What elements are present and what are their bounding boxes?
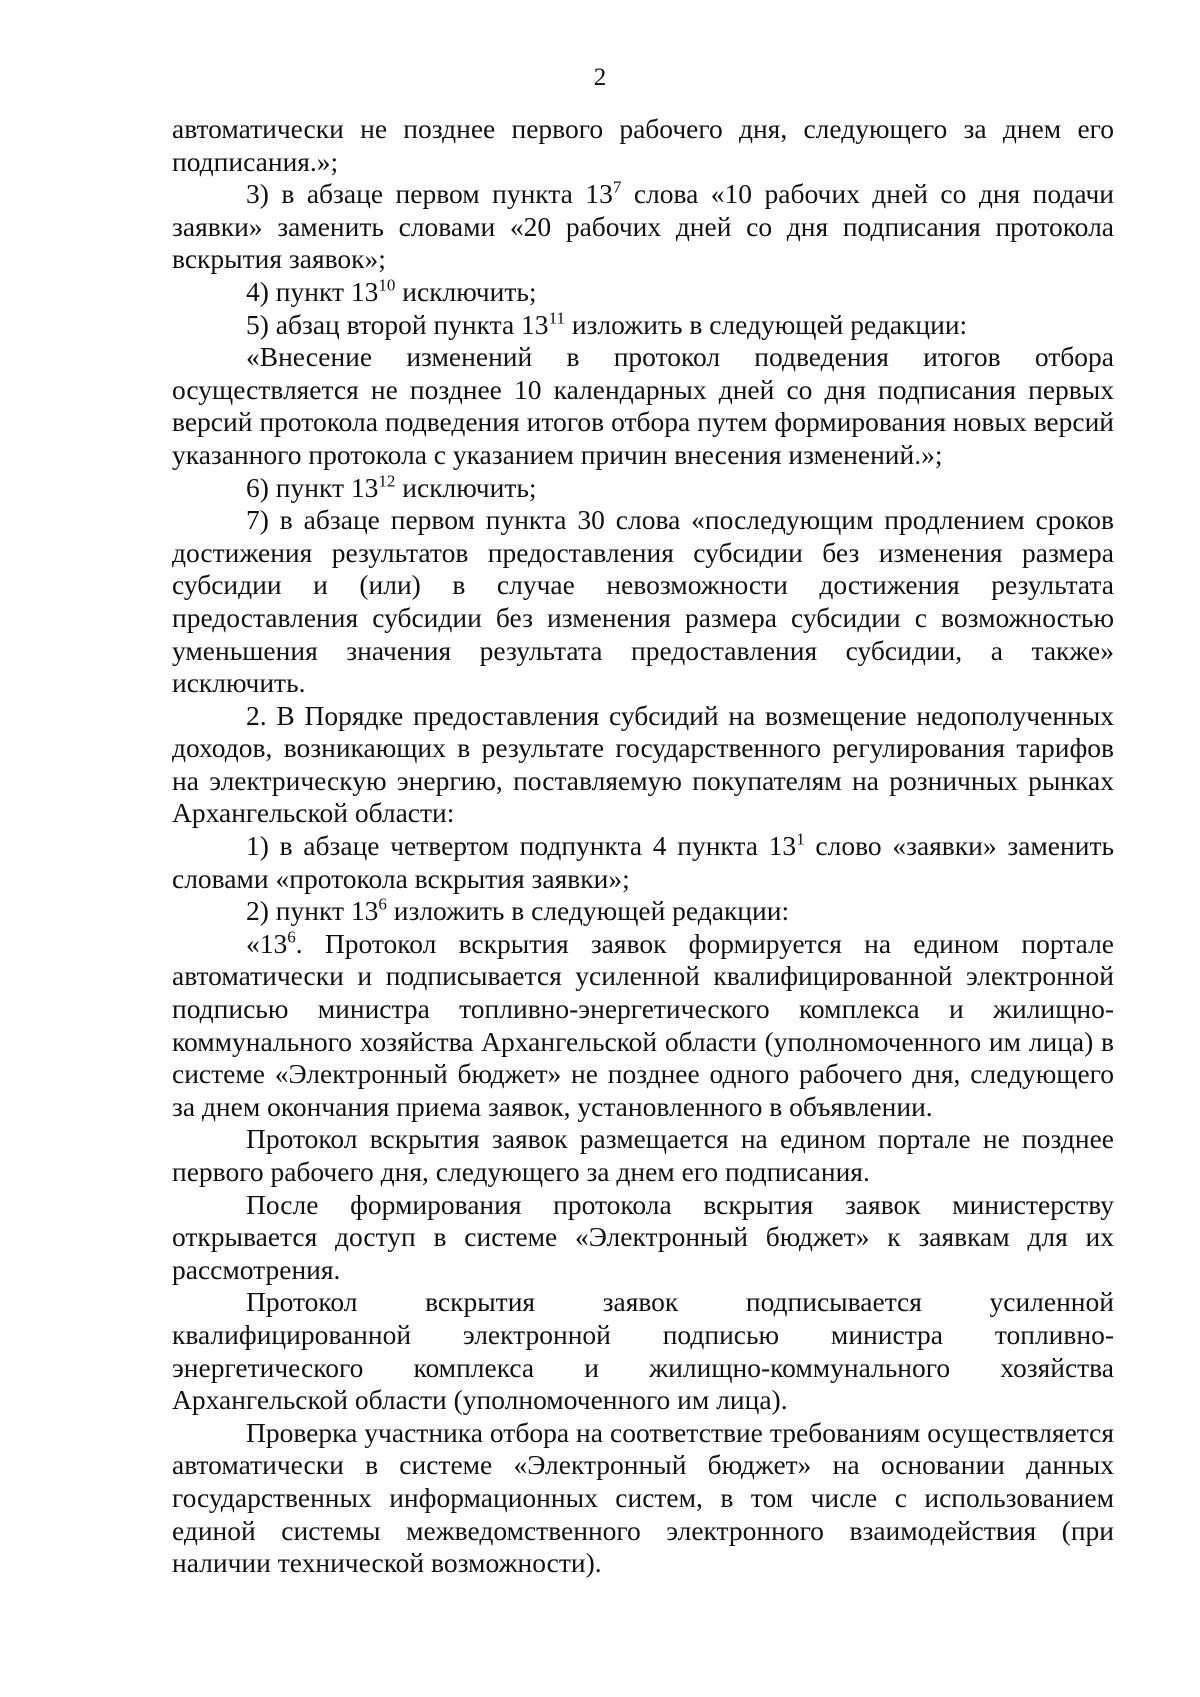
page-number: 2 <box>593 64 607 91</box>
text-run: 3) в абзаце первом пункта 13 <box>246 178 613 210</box>
text-run: После формирования протокола вскрытия заявок министерству открывается доступ в системе «Электронный бюджет» к заявкам для их рассмотрения. <box>172 1188 1114 1285</box>
paragraph-p10 <box>172 928 1114 1124</box>
text-run: исключить; <box>395 275 537 307</box>
text-run: исключить; <box>395 471 537 503</box>
paragraph-p6 <box>172 504 1114 700</box>
superscript: 6 <box>287 927 296 947</box>
paragraph-p0 <box>172 113 1114 178</box>
text-run: 4) пункт 13 <box>246 275 379 307</box>
paragraph-p1 <box>172 178 1114 276</box>
text-run: «13 <box>246 927 288 959</box>
text-run: «Внесение изменений в протокол подведения итогов отбора осуществляется не позднее 10 календарных дней со дня подписания первых версий протокола подведения итогов отбора путем формирования новых версий указанного протокола с указанием причин внесения изменений.»; <box>172 341 1114 470</box>
paragraph-p13 <box>172 1286 1114 1416</box>
superscript: 1 <box>796 829 805 849</box>
text-run: слово «заявки» заменить словами «протокола вскрытия заявки»; <box>172 830 1114 894</box>
superscript: 12 <box>378 470 396 490</box>
document-body <box>172 113 1114 1580</box>
paragraph-p7 <box>172 700 1114 830</box>
text-run: 1) в абзаце четвертом подпункта 4 пункта 13 <box>246 830 797 862</box>
text-run: изложить в следующей редакции: <box>386 895 790 927</box>
paragraph-p14 <box>172 1417 1114 1580</box>
superscript: 11 <box>548 308 565 327</box>
text-run: Протокол вскрытия заявок размещается на едином портале не позднее первого рабочего дня, следующего за днем его подписания. <box>172 1123 1114 1187</box>
text-run: Проверка участника отбора на соответствие требованиям осуществляется автоматически в системе «Электронный бюджет» на основании данных государственных информационных систем, в том числе с использованием единой системы межведомственного электронного взаимодействия (при наличии технической возможности). <box>172 1416 1114 1579</box>
text-run: 2. В Порядке предоставления субсидий на возмещение недополученных доходов, возникающих в результате государственного регулирования тарифов на электрическую энергию, поставляемую покупателям на розничных рынках Архангельской области: <box>172 699 1114 829</box>
paragraph-p8 <box>172 830 1114 895</box>
superscript: 6 <box>378 894 387 914</box>
paragraph-p9 <box>172 895 1114 928</box>
text-run: 6) пункт 13 <box>246 471 379 503</box>
text-run: автоматически не позднее первого рабочего дня, следующего за днем его подписания.»; <box>172 113 1114 177</box>
paragraph-p4 <box>172 341 1114 471</box>
text-run: Протокол вскрытия заявок подписывается усиленной квалифицированной электронной подписью министра топливно-энергетического комплекса и жилищно-коммунального хозяйства Архангельской области (уполномоченного им лица). <box>172 1286 1114 1416</box>
text-run: 7) в абзаце первом пункта 30 слова «последующим продлением сроков достижения результатов предоставления субсидии без изменения размера субсидии и (или) в случае невозможности достижения результата предоставления субсидии без изменения размера субсидии с возможностью уменьшения значения результата предоставления субсидии, а также» исключить. <box>172 504 1114 699</box>
text-run: изложить в следующей редакции: <box>564 308 968 340</box>
paragraph-p11 <box>172 1123 1114 1188</box>
text-run: 2) пункт 13 <box>246 895 379 927</box>
paragraph-p12 <box>172 1189 1114 1287</box>
text-run: 5) абзац второй пункта 13 <box>246 308 549 340</box>
text-run: слова «10 рабочих дней со дня подачи заявки» заменить словами «20 рабочих дней со дня подписания протокола вскрытия заявок»; <box>172 178 1115 275</box>
paragraph-p3 <box>172 309 1114 342</box>
text-run: . Протокол вскрытия заявок формируется на едином портале автоматически и подписывается усиленной квалифицированной электронной подписью министра топливно-энергетического комплекса и жилищно-коммунального хозяйства Архангельской области (уполномоченного им лица) в системе «Электронный бюджет» не позднее одного рабочего дня, следующего за днем окончания приема заявок, установленного в объявлении. <box>172 927 1114 1122</box>
superscript: 7 <box>612 177 622 197</box>
paragraph-p5 <box>172 472 1114 505</box>
superscript: 10 <box>378 275 396 295</box>
paragraph-p2 <box>172 276 1114 309</box>
